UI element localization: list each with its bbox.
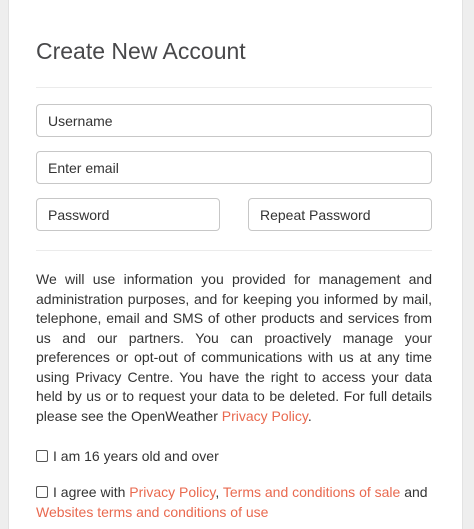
agree-prefix: I agree with: [53, 484, 126, 500]
create-account-card: [8, 0, 463, 529]
privacy-notice-end: .: [307, 407, 312, 424]
privacy-policy-link[interactable]: Privacy Policy: [221, 407, 308, 424]
page-title: Create New Account: [36, 38, 246, 64]
terms-of-sale-link[interactable]: Terms and conditions of sale: [222, 484, 401, 500]
website-terms-link[interactable]: Websites terms and conditions of use: [36, 503, 269, 520]
age-checkbox-label: I am 16 years old and over: [53, 448, 219, 464]
divider: [36, 87, 432, 88]
agree-and: and: [404, 484, 428, 500]
password-input[interactable]: [36, 198, 220, 231]
agree-comma: ,: [215, 484, 220, 500]
age-checkbox[interactable]: [36, 450, 48, 462]
age-confirm-row: [36, 447, 432, 467]
privacy-notice-text: We will use information you provided for management and administration purposes, and for keeping you informed by mail, telephone, email and SMS of other products and services from us and our partners. You can proactively manage your preferences or opt-out of communications with us at any time using Privacy Centre. You have the right to access your data held by us or to request your data to be deleted. For full details please see the OpenWeather: [36, 271, 432, 424]
divider: [36, 250, 432, 251]
username-input[interactable]: [36, 104, 432, 137]
repeat-password-input[interactable]: [248, 198, 432, 231]
agree-checkbox[interactable]: [36, 486, 48, 498]
privacy-notice: [36, 270, 432, 426]
agree-privacy-policy-link[interactable]: Privacy Policy: [129, 484, 216, 500]
email-input[interactable]: [36, 151, 432, 184]
agree-terms-row: [36, 483, 432, 522]
